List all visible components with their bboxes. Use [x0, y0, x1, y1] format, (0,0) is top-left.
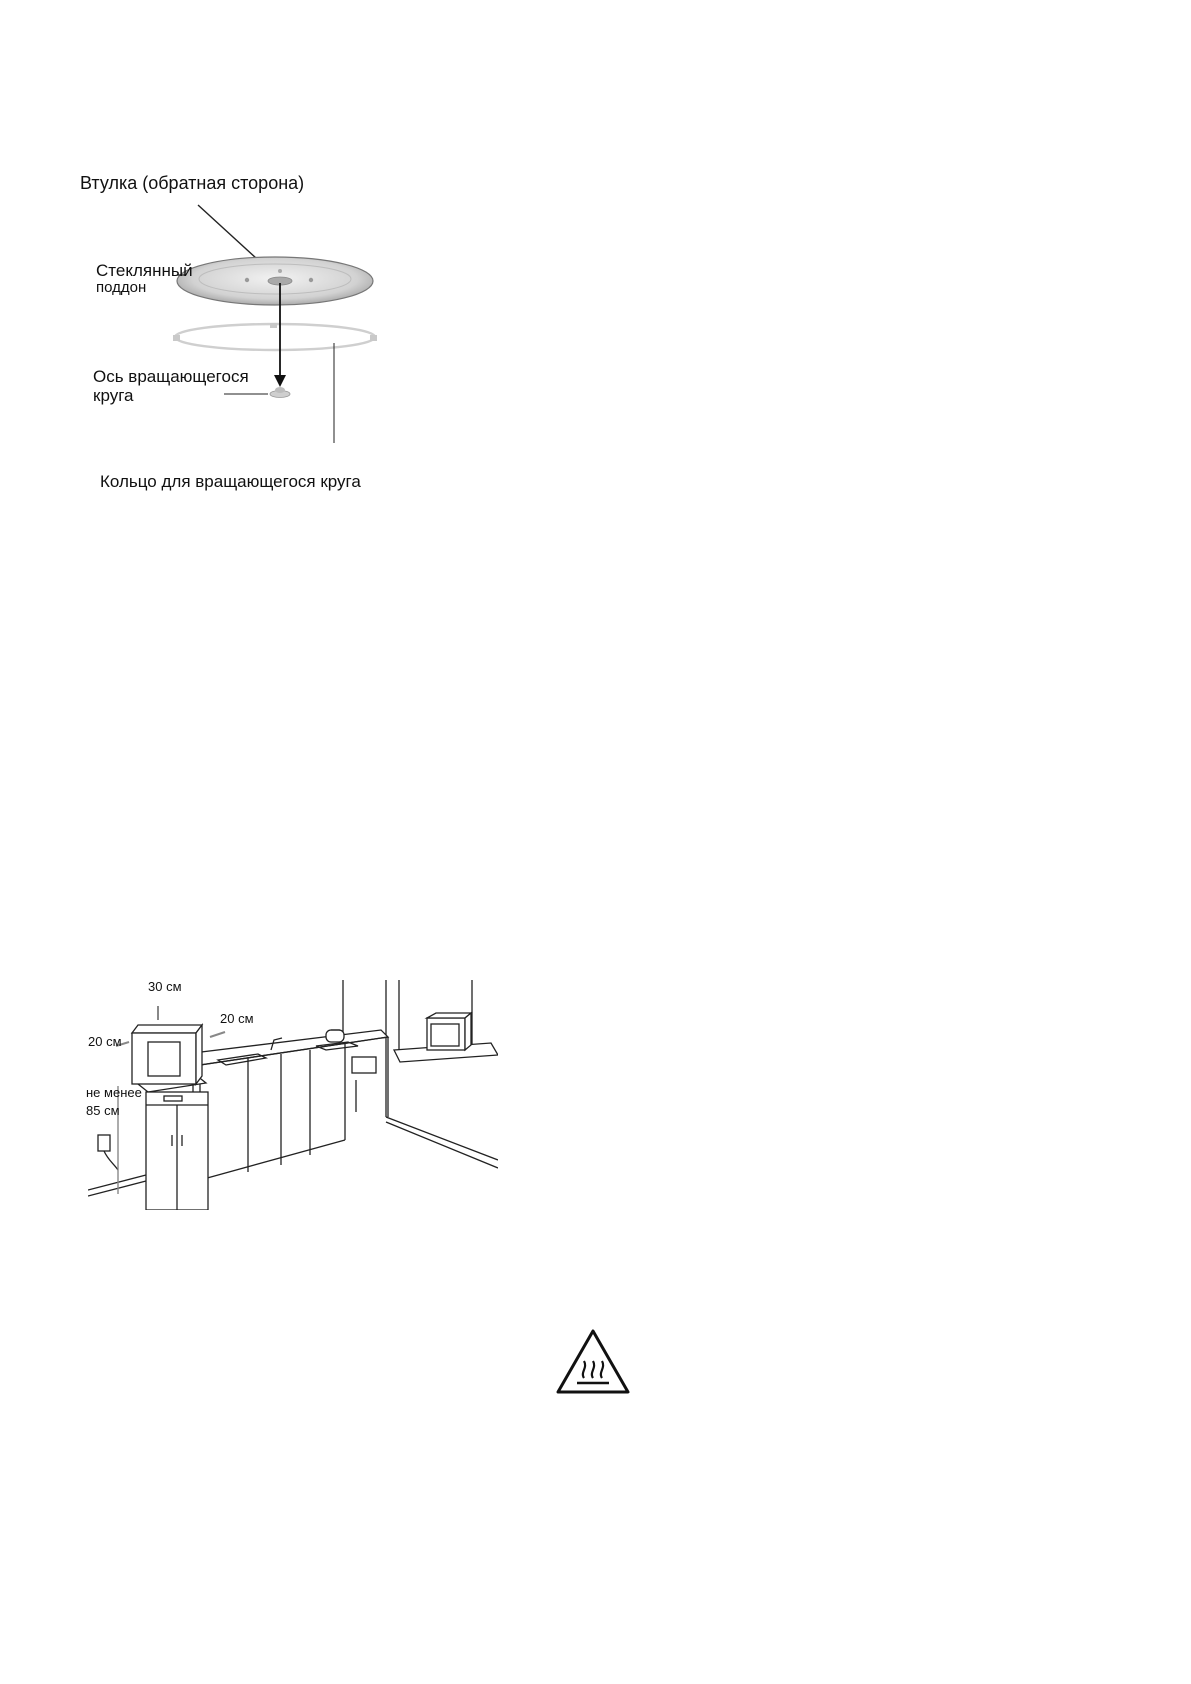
hub-label: Втулка (обратная сторона) — [80, 173, 305, 193]
microwave-oven — [132, 1025, 202, 1084]
right-clearance-label: 20 см — [220, 1011, 254, 1026]
kitchen-illustration — [88, 980, 498, 1210]
microwave-on-sill — [427, 1013, 471, 1050]
assembly-arrowhead — [274, 375, 286, 387]
hot-surface-triangle — [555, 1328, 631, 1396]
hot-surface-warning-icon — [555, 1328, 631, 1396]
installation-clearance-diagram — [88, 980, 498, 1210]
top-clearance-label: 30 см — [148, 979, 182, 994]
ring-label: Кольцо для вращающегося круга — [100, 472, 361, 491]
glass-tray-label-line2: поддон — [96, 279, 147, 296]
shaft-label-line2: круга — [93, 386, 134, 405]
shaft-label-line1: Ось вращающегося — [93, 367, 249, 386]
min-height-label-line1: не менее — [86, 1085, 142, 1100]
microwave-cabinet — [138, 1075, 208, 1210]
floor-line — [386, 1117, 498, 1160]
glass-tray — [177, 257, 373, 305]
glass-tray-label-line1: Стеклянный — [96, 261, 193, 280]
turntable-shaft — [270, 387, 290, 398]
left-clearance-label: 20 см — [88, 1034, 122, 1049]
turntable-illustration — [80, 175, 460, 505]
power-outlet — [98, 1135, 118, 1170]
roller-ring — [173, 323, 377, 350]
min-height-label-line2: 85 см — [86, 1103, 120, 1118]
kitchen-counter — [193, 1030, 388, 1180]
turntable-assembly-diagram — [80, 175, 460, 505]
